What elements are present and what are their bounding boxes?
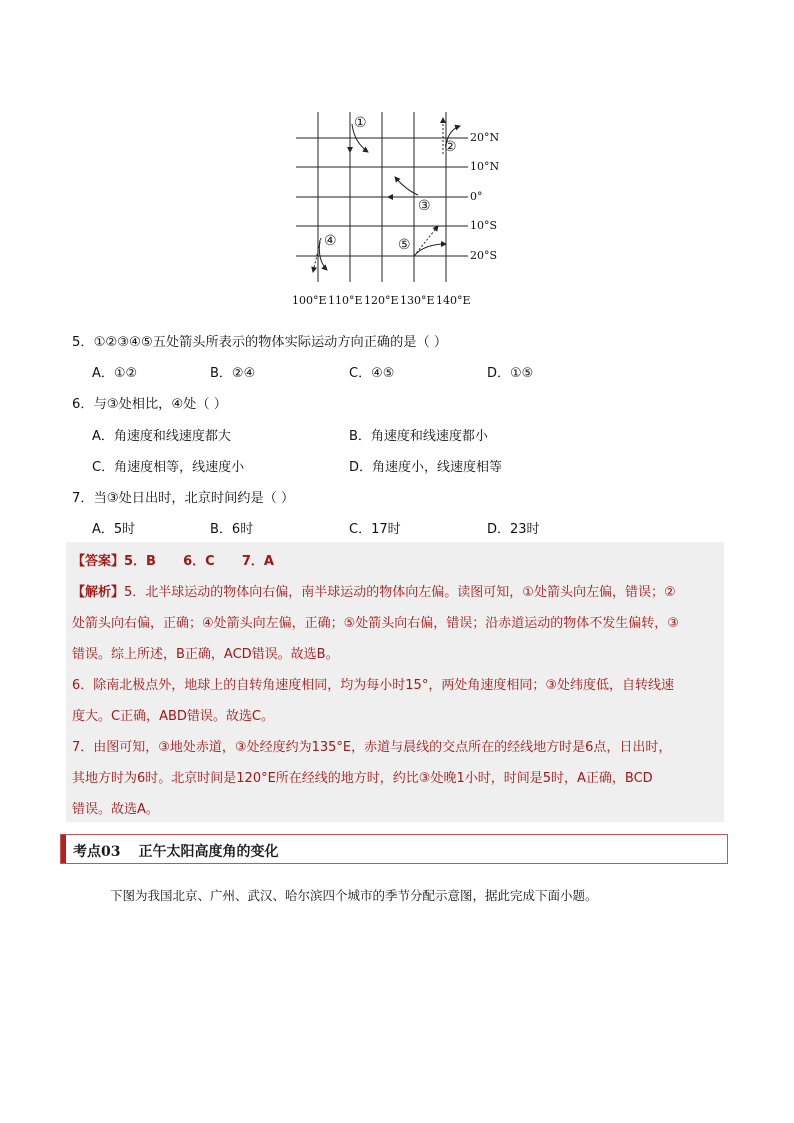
- analysis-line-5: 度大。C正确，ABD错误。故选C。: [72, 709, 274, 724]
- lat-label-10s: 10°S: [470, 219, 498, 232]
- analysis-line-1: [72, 581, 676, 600]
- question-6-option-c: C．角速度相等，线速度小: [92, 460, 245, 475]
- marker-2: ②: [444, 139, 457, 155]
- answer-analysis-box: [66, 542, 724, 822]
- lon-label-110e: 110°E: [328, 294, 363, 307]
- question-6-option-a: A．角速度和线速度都大: [92, 429, 231, 444]
- lat-label-20n: 20°N: [470, 131, 500, 144]
- analysis-line-8: 错误。故选A。: [72, 802, 159, 817]
- section-number: 考点03: [73, 844, 121, 860]
- lat-label-0: 0°: [470, 190, 483, 203]
- lat-label-10n: 10°N: [470, 160, 500, 173]
- analysis-line-6: 7．由图可知，③地处赤道，③处经度约为135°E，赤道与晨线的交点所在的经线地方时是6点，日出时，: [72, 740, 672, 755]
- marker-4: ④: [324, 233, 337, 249]
- section-header: [60, 834, 728, 864]
- arrow-5-curve: [414, 244, 446, 256]
- question-7-option-c: C．17时: [349, 522, 401, 537]
- marker-5: ⑤: [398, 237, 411, 253]
- lon-label-140e: 140°E: [436, 294, 471, 307]
- section-title: 正午太阳高度角的变化: [138, 844, 279, 860]
- answer-line: [72, 550, 274, 569]
- lon-label-130e: 130°E: [400, 294, 435, 307]
- analysis-line-2: 处箭头向右偏，正确；④处箭头向左偏，正确；⑤处箭头向右偏，错误；沿赤道运动的物体不发生偏转，③: [72, 616, 679, 631]
- question-6-stem: 6．与③处相比，④处（ ）: [72, 397, 227, 412]
- lon-label-120e: 120°E: [364, 294, 399, 307]
- analysis-tag: 【解析】: [72, 585, 125, 600]
- marker-3: ③: [418, 198, 431, 214]
- question-6-option-b: B．角速度和线速度都小: [349, 429, 488, 444]
- question-5-option-b: B．②④: [210, 366, 256, 381]
- question-5-option-a: A．①②: [92, 366, 138, 381]
- arrow-5-dotted: [414, 226, 438, 256]
- section-label: [73, 841, 296, 861]
- question-7-option-d: D．23时: [487, 522, 540, 537]
- question-6-option-d: D．角速度小，线速度相等: [349, 460, 503, 475]
- question-7-option-a: A．5时: [92, 522, 136, 537]
- earth-grid-figure: [288, 110, 508, 315]
- analysis-line-7: 其地方时为6时。北京时间是120°E所在经线的地方时，约比③处晚1小时，时间是5时，A正确，BCD: [72, 771, 653, 786]
- analysis-line-3: 错误。综上所述，B正确，ACD错误。故选B。: [72, 647, 339, 662]
- lat-label-20s: 20°S: [470, 249, 498, 262]
- arrow-3-curve: [395, 177, 418, 195]
- question-5-stem: 5．①②③④⑤五处箭头所表示的物体实际运动方向正确的是（ ）: [72, 335, 448, 350]
- question-7-stem: 7．当③处日出时，北京时间约是（ ）: [72, 491, 295, 506]
- answer-tag: 【答案】: [72, 554, 125, 569]
- marker-1: ①: [354, 115, 367, 131]
- answer-text: 5．B 6．C 7．A: [124, 554, 274, 569]
- section-accent-bar: [61, 835, 66, 863]
- question-5-option-d: D．①⑤: [487, 366, 534, 381]
- lon-label-100e: 100°E: [292, 294, 327, 307]
- section-intro: 下图为我国北京、广州、武汉、哈尔滨四个城市的季节分配示意图，据此完成下面小题。: [110, 888, 598, 903]
- analysis-line-4: 6．除南北极点外，地球上的自转角速度相同，均为每小时15°，两处角速度相同；③处纬度低，自转线速: [72, 678, 674, 693]
- question-7-option-b: B．6时: [210, 522, 254, 537]
- question-5-option-c: C．④⑤: [349, 366, 395, 381]
- analysis-text-1: 5．北半球运动的物体向右偏，南半球运动的物体向左偏。读图可知，①处箭头向左偏，错误；②: [124, 585, 676, 600]
